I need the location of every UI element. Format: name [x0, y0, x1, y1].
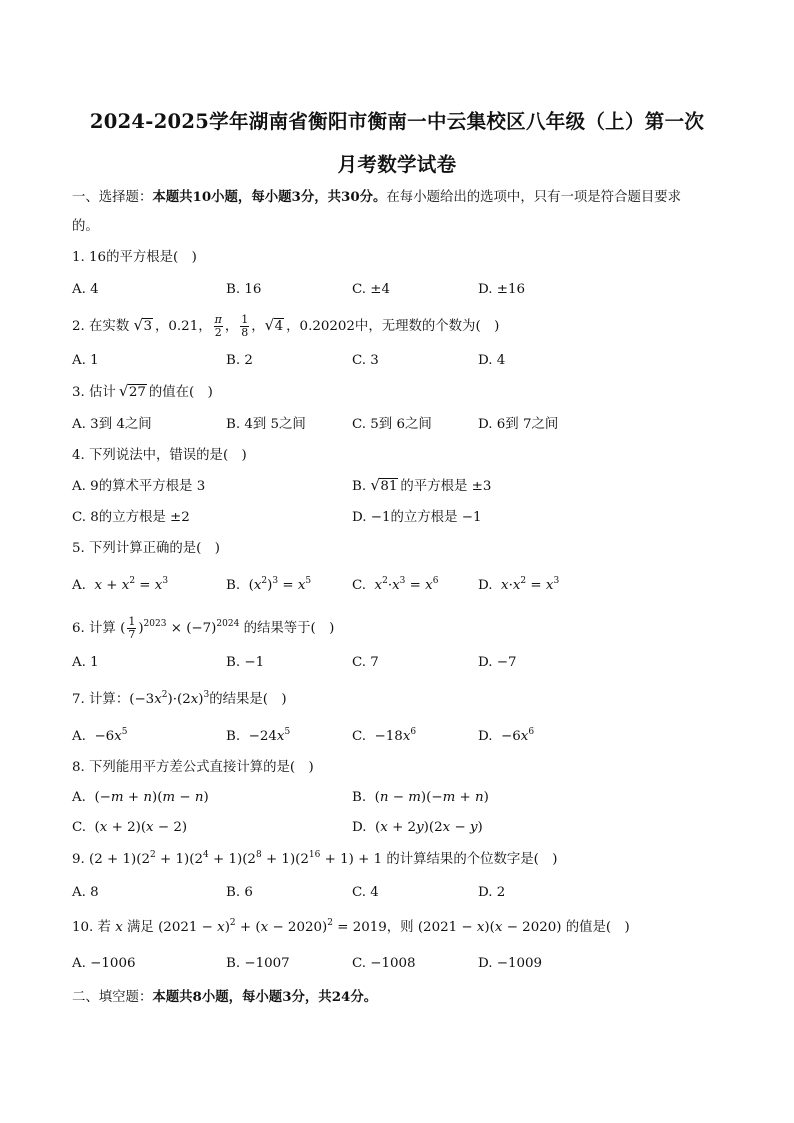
q7-option-b: B. $-24x^5$: [226, 727, 291, 744]
q5-option-c: C. $x^2\cdot x^3 = x^6$: [352, 576, 439, 593]
q4-option-a: A. 9的算术平方根是 3: [72, 479, 206, 494]
section1-instruction-end: 的。: [72, 219, 99, 234]
q7-option-c: C. $-18x^6$: [352, 727, 417, 744]
q10-option-c: C. −1008: [352, 956, 416, 971]
q5-stem: 5. 下列计算正确的是( ): [72, 541, 220, 556]
q4-sqrt81: √ 81: [370, 476, 398, 494]
section1-count: 10: [192, 189, 212, 205]
q4-option-c: C. 8的立方根是 ±2: [72, 510, 190, 525]
q9-option-d: D. 2: [478, 885, 506, 900]
section2-header: 二、填空题：本题共8小题，每小题3分，共24分。: [72, 989, 378, 1005]
q1-stem: 1. 16的平方根是( ): [72, 250, 197, 265]
q3-option-c: C. 5到 6之间: [352, 417, 432, 432]
section1-total: 30: [341, 189, 360, 205]
q7-option-a: A. $-6x^5$: [72, 727, 128, 744]
q2-frac-1-8: $\frac{1}{8}$: [241, 313, 249, 339]
q10-option-b: B. −1007: [226, 956, 290, 971]
q2-suffix: ，0.20202中，无理数的个数为( ): [286, 319, 500, 334]
q1-option-a: A. 4: [72, 282, 99, 297]
section1-instruction: 在每小题给出的选项中，只有一项是符合题目要求: [386, 190, 682, 205]
q3-option-d: D. 6到 7之间: [478, 417, 559, 432]
q7-stem: 7. 计算：$(-3x^2)\cdot(2x)^3$的结果是( ): [72, 690, 287, 707]
section1-text-d: 分。: [359, 189, 387, 205]
section1-text-a: 本题共: [152, 189, 193, 205]
q6-option-a: A. 1: [72, 655, 99, 670]
q5-option-d: D. $x\cdot x^2 = x^3$: [478, 576, 560, 593]
q1-option-c: C. ±4: [352, 282, 391, 297]
q3-prefix: 3. 估计: [72, 385, 116, 400]
q9-option-a: A. 8: [72, 885, 99, 900]
section1-text-c: 分，共: [300, 189, 341, 205]
q2-option-d: D. 4: [478, 353, 506, 368]
q6-option-b: B. −1: [226, 655, 265, 670]
q8-option-d: D. (x + 2y)(2x − y): [352, 820, 483, 835]
q6-prefix: 6. 计算: [72, 621, 116, 636]
q1-option-d: D. ±16: [478, 282, 526, 297]
q5-option-b: B. $(x^2)^3 = x^5$: [226, 576, 312, 593]
q2-frac-pi-2: $\frac{\pi}{2}$: [214, 313, 222, 339]
q1-option-b: B. 16: [226, 282, 262, 297]
q4-option-b: B. √ 81 的平方根是 ±3: [352, 477, 491, 497]
q9-stem: 9. $(2 + 1)(2^2 + 1)(2^4 + 1)(2^8 + 1)(2^{16} + 1) + 1$ 的计算结果的个位数字是( ): [72, 850, 558, 867]
q10-stem: 10. 若 x 满足 $(2021 - x)^2 + (x - 2020)^2 = 2019$，则 (2021 − x)(x − 2020) 的值是( ): [72, 918, 630, 935]
q6-frac-1-7: $\frac{1}{7}$: [128, 615, 136, 641]
q6-option-d: D. −7: [478, 655, 517, 670]
q4-option-d: D. −1的立方根是 −1: [352, 510, 482, 525]
q2-stem: 2. 在实数 √ 3 ，0.21， $\frac{\pi}{2}$ ， $\frac{1}{8}$ ， √ 4 ，0.20202中，无理数的个数为( ): [72, 313, 500, 339]
q6-stem: 6. 计算 ( $\frac{1}{7}$ )$^{2023} \times (-7)^{2024}$ 的结果等于( ): [72, 615, 335, 641]
q2-prefix: 2. 在实数: [72, 319, 130, 334]
q4-stem: 4. 下列说法中，错误的是( ): [72, 448, 247, 463]
q8-stem: 8. 下列能用平方差公式直接计算的是( ): [72, 760, 314, 775]
q3-option-b: B. 4到 5之间: [226, 417, 306, 432]
exam-title-line2: 月考数学试卷: [337, 153, 457, 176]
q3-option-a: A. 3到 4之间: [72, 417, 152, 432]
section1-head: 一、选择题：: [72, 190, 153, 205]
q9-option-b: B. 6: [226, 885, 253, 900]
q2-option-b: B. 2: [226, 353, 253, 368]
q9-option-c: C. 4: [352, 885, 379, 900]
q7-option-d: D. $-6x^6$: [478, 727, 535, 744]
section2-head: 二、填空题：: [72, 990, 153, 1005]
q2-option-c: C. 3: [352, 353, 379, 368]
section1-text-b: 小题，每小题: [211, 189, 292, 205]
section1-each: 3: [291, 189, 301, 205]
q5-option-a: A. $x + x^2 = x^3$: [72, 576, 169, 593]
q8-option-b: B. (n − m)(−m + n): [352, 790, 489, 805]
q2-sqrt3: √ 3: [133, 316, 153, 334]
exam-title-line1: 2024-2025学年湖南省衡阳市衡南一中云集校区八年级（上）第一次: [89, 110, 705, 133]
q10-option-d: D. −1009: [478, 956, 543, 971]
q10-option-a: A. −1006: [72, 956, 136, 971]
q3-sqrt27: √ 27: [118, 382, 146, 400]
q6-option-c: C. 7: [352, 655, 379, 670]
q2-values: ，0.21，: [155, 319, 212, 334]
section1-header: [72, 187, 681, 208]
q8-option-c: C. (x + 2)(x − 2): [72, 820, 188, 835]
q6-suffix: 的结果等于( ): [243, 621, 335, 636]
q2-sqrt4: √ 4: [264, 316, 284, 334]
q3-stem: [72, 383, 213, 403]
q3-suffix: 的值在( ): [148, 385, 213, 400]
q8-option-a: A. (−m + n)(m − n): [72, 790, 209, 805]
q2-option-a: A. 1: [72, 353, 99, 368]
